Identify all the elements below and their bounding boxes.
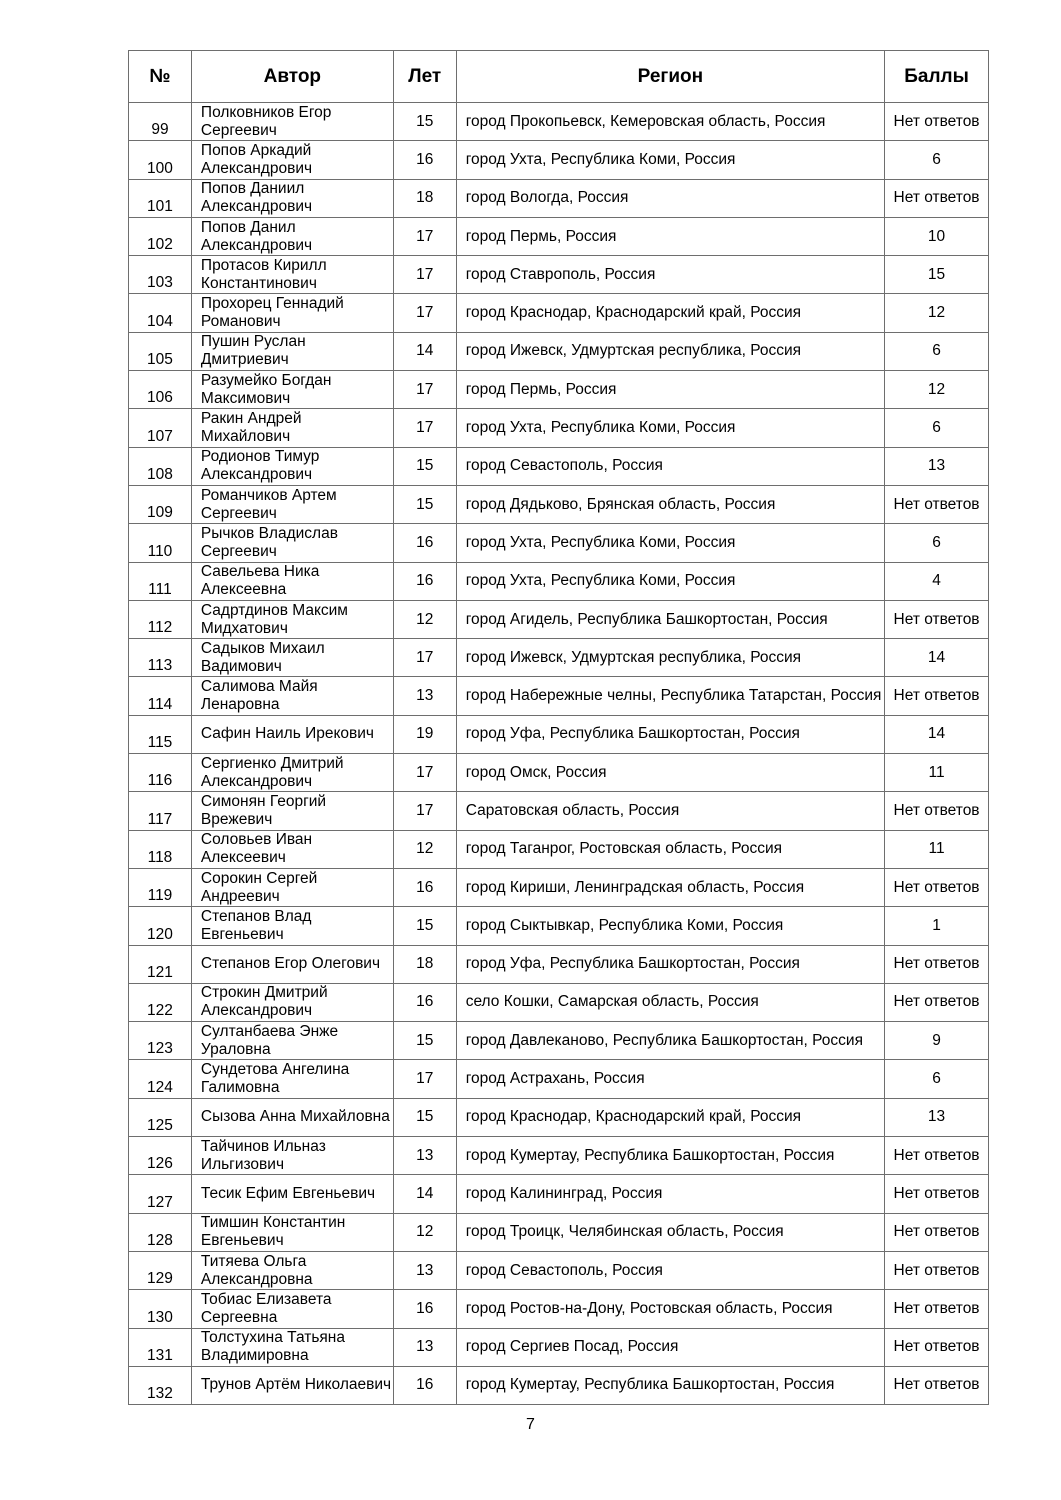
cell-num: 122 xyxy=(129,983,192,1021)
cell-author: Степанов Влад Евгеньевич xyxy=(191,907,393,945)
cell-num: 109 xyxy=(129,485,192,523)
cell-num: 116 xyxy=(129,754,192,792)
cell-author: Пушин Руслан Дмитриевич xyxy=(191,332,393,370)
table-header-row xyxy=(129,51,989,103)
cell-region: город Кумертау, Республика Башкортостан, Россия xyxy=(456,1137,884,1175)
cell-score: 12 xyxy=(885,371,989,409)
cell-age: 15 xyxy=(393,1098,456,1136)
cell-author: Тобиас Елизавета Сергеевна xyxy=(191,1290,393,1328)
cell-age: 15 xyxy=(393,485,456,523)
cell-author: Попов Данил Александрович xyxy=(191,217,393,255)
cell-region: город Кумертау, Республика Башкортостан, Россия xyxy=(456,1366,884,1404)
cell-score: Нет ответов xyxy=(885,1366,989,1404)
table-row xyxy=(129,141,989,179)
cell-num: 114 xyxy=(129,677,192,715)
cell-score: 9 xyxy=(885,1022,989,1060)
cell-author: Сызова Анна Михайловна xyxy=(191,1098,393,1136)
cell-age: 17 xyxy=(393,217,456,255)
header-num: № xyxy=(129,51,192,103)
cell-score: 14 xyxy=(885,639,989,677)
table-row xyxy=(129,600,989,638)
table-row xyxy=(129,677,989,715)
cell-region: город Ижевск, Удмуртская республика, Россия xyxy=(456,639,884,677)
cell-score: Нет ответов xyxy=(885,1251,989,1289)
cell-region: город Ижевск, Удмуртская республика, Россия xyxy=(456,332,884,370)
table-row xyxy=(129,1328,989,1366)
cell-score: 11 xyxy=(885,830,989,868)
cell-author: Строкин Дмитрий Александрович xyxy=(191,983,393,1021)
cell-age: 17 xyxy=(393,639,456,677)
cell-region: город Краснодар, Краснодарский край, Россия xyxy=(456,294,884,332)
cell-score: Нет ответов xyxy=(885,103,989,141)
cell-score: Нет ответов xyxy=(885,1290,989,1328)
cell-score: Нет ответов xyxy=(885,792,989,830)
cell-age: 15 xyxy=(393,447,456,485)
cell-num: 130 xyxy=(129,1290,192,1328)
table-row xyxy=(129,1137,989,1175)
cell-num: 121 xyxy=(129,945,192,983)
cell-age: 16 xyxy=(393,868,456,906)
cell-num: 100 xyxy=(129,141,192,179)
cell-num: 118 xyxy=(129,830,192,868)
cell-num: 128 xyxy=(129,1213,192,1251)
cell-author: Садртдинов Максим Мидхатович xyxy=(191,600,393,638)
cell-author: Сафин Наиль Ирекович xyxy=(191,715,393,753)
cell-author: Попов Аркадий Александрович xyxy=(191,141,393,179)
cell-age: 16 xyxy=(393,141,456,179)
header-score: Баллы xyxy=(885,51,989,103)
cell-num: 103 xyxy=(129,256,192,294)
cell-author: Тимшин Константин Евгеньевич xyxy=(191,1213,393,1251)
table-row xyxy=(129,754,989,792)
cell-score: Нет ответов xyxy=(885,945,989,983)
cell-author: Тайчинов Ильназ Ильгизович xyxy=(191,1137,393,1175)
cell-age: 15 xyxy=(393,907,456,945)
cell-age: 13 xyxy=(393,1328,456,1366)
cell-num: 125 xyxy=(129,1098,192,1136)
table-row xyxy=(129,409,989,447)
cell-num: 117 xyxy=(129,792,192,830)
cell-region: город Севастополь, Россия xyxy=(456,1251,884,1289)
cell-score: Нет ответов xyxy=(885,677,989,715)
table-row xyxy=(129,371,989,409)
cell-num: 131 xyxy=(129,1328,192,1366)
table-row xyxy=(129,1213,989,1251)
header-region: Регион xyxy=(456,51,884,103)
cell-num: 113 xyxy=(129,639,192,677)
cell-score: Нет ответов xyxy=(885,1137,989,1175)
cell-score: 6 xyxy=(885,141,989,179)
cell-author: Сергиенко Дмитрий Александрович xyxy=(191,754,393,792)
cell-num: 129 xyxy=(129,1251,192,1289)
cell-region: город Кириши, Ленинградская область, Россия xyxy=(456,868,884,906)
table-row xyxy=(129,562,989,600)
table-row xyxy=(129,332,989,370)
cell-score: 6 xyxy=(885,524,989,562)
cell-age: 17 xyxy=(393,754,456,792)
cell-age: 17 xyxy=(393,1060,456,1098)
cell-author: Тесик Ефим Евгеньевич xyxy=(191,1175,393,1213)
table-row xyxy=(129,1060,989,1098)
cell-score: 13 xyxy=(885,447,989,485)
cell-age: 12 xyxy=(393,600,456,638)
table-row xyxy=(129,868,989,906)
cell-author: Савельева Ника Алексеевна xyxy=(191,562,393,600)
cell-age: 18 xyxy=(393,945,456,983)
cell-author: Сундетова Ангелина Галимовна xyxy=(191,1060,393,1098)
cell-score: Нет ответов xyxy=(885,1213,989,1251)
cell-age: 17 xyxy=(393,256,456,294)
cell-num: 112 xyxy=(129,600,192,638)
cell-region: город Омск, Россия xyxy=(456,754,884,792)
cell-author: Попов Даниил Александрович xyxy=(191,179,393,217)
cell-region: город Ухта, Республика Коми, Россия xyxy=(456,409,884,447)
cell-author: Прохорец Геннадий Романович xyxy=(191,294,393,332)
cell-region: город Дядьково, Брянская область, Россия xyxy=(456,485,884,523)
cell-region: город Давлеканово, Республика Башкортостан, Россия xyxy=(456,1022,884,1060)
cell-region: город Уфа, Республика Башкортостан, Россия xyxy=(456,715,884,753)
cell-author: Степанов Егор Олегович xyxy=(191,945,393,983)
cell-age: 16 xyxy=(393,1366,456,1404)
cell-num: 99 xyxy=(129,103,192,141)
cell-author: Протасов Кирилл Константинович xyxy=(191,256,393,294)
cell-score: Нет ответов xyxy=(885,485,989,523)
cell-num: 101 xyxy=(129,179,192,217)
cell-num: 123 xyxy=(129,1022,192,1060)
cell-num: 120 xyxy=(129,907,192,945)
cell-score: Нет ответов xyxy=(885,1175,989,1213)
cell-age: 13 xyxy=(393,677,456,715)
cell-age: 17 xyxy=(393,294,456,332)
cell-age: 16 xyxy=(393,983,456,1021)
table-row xyxy=(129,907,989,945)
cell-author: Симонян Георгий Врежевич xyxy=(191,792,393,830)
cell-region: город Уфа, Республика Башкортостан, Россия xyxy=(456,945,884,983)
page-number: 7 xyxy=(526,1416,535,1433)
cell-score: 6 xyxy=(885,1060,989,1098)
cell-region: город Ухта, Республика Коми, Россия xyxy=(456,524,884,562)
cell-age: 12 xyxy=(393,1213,456,1251)
cell-num: 132 xyxy=(129,1366,192,1404)
cell-region: город Сыктывкар, Республика Коми, Россия xyxy=(456,907,884,945)
cell-region: город Сергиев Посад, Россия xyxy=(456,1328,884,1366)
cell-num: 107 xyxy=(129,409,192,447)
table-row xyxy=(129,983,989,1021)
cell-score: 14 xyxy=(885,715,989,753)
cell-author: Султанбаева Энже Ураловна xyxy=(191,1022,393,1060)
cell-age: 14 xyxy=(393,1175,456,1213)
cell-age: 18 xyxy=(393,179,456,217)
table-row xyxy=(129,256,989,294)
cell-score: 12 xyxy=(885,294,989,332)
cell-age: 15 xyxy=(393,1022,456,1060)
cell-region: город Калининград, Россия xyxy=(456,1175,884,1213)
cell-age: 15 xyxy=(393,103,456,141)
cell-author: Сорокин Сергей Андреевич xyxy=(191,868,393,906)
cell-num: 104 xyxy=(129,294,192,332)
cell-region: город Агидель, Республика Башкортостан, Россия xyxy=(456,600,884,638)
cell-num: 106 xyxy=(129,371,192,409)
table-row xyxy=(129,103,989,141)
results-table xyxy=(128,50,989,1405)
table-row xyxy=(129,945,989,983)
cell-author: Садыков Михаил Вадимович xyxy=(191,639,393,677)
cell-age: 12 xyxy=(393,830,456,868)
table-row xyxy=(129,294,989,332)
table-row xyxy=(129,830,989,868)
cell-score: 6 xyxy=(885,409,989,447)
cell-region: город Троицк, Челябинская область, Россия xyxy=(456,1213,884,1251)
cell-num: 126 xyxy=(129,1137,192,1175)
header-author: Автор xyxy=(191,51,393,103)
cell-region: город Ухта, Республика Коми, Россия xyxy=(456,141,884,179)
cell-region: город Астрахань, Россия xyxy=(456,1060,884,1098)
table-row xyxy=(129,1290,989,1328)
cell-region: город Ухта, Республика Коми, Россия xyxy=(456,562,884,600)
cell-num: 124 xyxy=(129,1060,192,1098)
table-row xyxy=(129,524,989,562)
cell-region: город Таганрог, Ростовская область, Россия xyxy=(456,830,884,868)
cell-score: 13 xyxy=(885,1098,989,1136)
cell-region: город Вологда, Россия xyxy=(456,179,884,217)
cell-author: Полковников Егор Сергеевич xyxy=(191,103,393,141)
cell-author: Рычков Владислав Сергеевич xyxy=(191,524,393,562)
cell-num: 110 xyxy=(129,524,192,562)
table-row xyxy=(129,639,989,677)
table-row xyxy=(129,1098,989,1136)
table-row xyxy=(129,1251,989,1289)
cell-age: 19 xyxy=(393,715,456,753)
table-body xyxy=(129,103,989,1405)
table-row xyxy=(129,1175,989,1213)
cell-author: Разумейко Богдан Максимович xyxy=(191,371,393,409)
cell-num: 127 xyxy=(129,1175,192,1213)
cell-num: 111 xyxy=(129,562,192,600)
cell-region: село Кошки, Самарская область, Россия xyxy=(456,983,884,1021)
table-row xyxy=(129,1022,989,1060)
cell-age: 16 xyxy=(393,562,456,600)
cell-author: Титяева Ольга Александровна xyxy=(191,1251,393,1289)
cell-author: Соловьев Иван Алексеевич xyxy=(191,830,393,868)
cell-score: Нет ответов xyxy=(885,179,989,217)
cell-score: 4 xyxy=(885,562,989,600)
cell-score: 1 xyxy=(885,907,989,945)
table-row xyxy=(129,1366,989,1404)
table-row xyxy=(129,715,989,753)
cell-region: город Прокопьевск, Кемеровская область, Россия xyxy=(456,103,884,141)
cell-age: 16 xyxy=(393,1290,456,1328)
cell-author: Трунов Артём Николаевич xyxy=(191,1366,393,1404)
cell-region: Саратовская область, Россия xyxy=(456,792,884,830)
table-row xyxy=(129,792,989,830)
cell-region: город Краснодар, Краснодарский край, Россия xyxy=(456,1098,884,1136)
cell-age: 13 xyxy=(393,1251,456,1289)
cell-author: Толстухина Татьяна Владимировна xyxy=(191,1328,393,1366)
cell-age: 13 xyxy=(393,1137,456,1175)
cell-region: город Набережные челны, Республика Татарстан, Россия xyxy=(456,677,884,715)
cell-score: Нет ответов xyxy=(885,983,989,1021)
cell-score: 6 xyxy=(885,332,989,370)
cell-score: Нет ответов xyxy=(885,868,989,906)
cell-region: город Пермь, Россия xyxy=(456,371,884,409)
cell-region: город Ростов-на-Дону, Ростовская область, Россия xyxy=(456,1290,884,1328)
table-row xyxy=(129,447,989,485)
table-row xyxy=(129,217,989,255)
cell-num: 115 xyxy=(129,715,192,753)
cell-author: Родионов Тимур Александрович xyxy=(191,447,393,485)
cell-age: 17 xyxy=(393,792,456,830)
cell-score: Нет ответов xyxy=(885,600,989,638)
cell-age: 14 xyxy=(393,332,456,370)
cell-region: город Севастополь, Россия xyxy=(456,447,884,485)
cell-score: 15 xyxy=(885,256,989,294)
cell-num: 102 xyxy=(129,217,192,255)
cell-num: 105 xyxy=(129,332,192,370)
cell-num: 108 xyxy=(129,447,192,485)
table-row xyxy=(129,485,989,523)
cell-age: 16 xyxy=(393,524,456,562)
cell-region: город Пермь, Россия xyxy=(456,217,884,255)
cell-score: Нет ответов xyxy=(885,1328,989,1366)
cell-num: 119 xyxy=(129,868,192,906)
cell-region: город Ставрополь, Россия xyxy=(456,256,884,294)
cell-author: Ракин Андрей Михайлович xyxy=(191,409,393,447)
cell-score: 11 xyxy=(885,754,989,792)
header-age: Лет xyxy=(393,51,456,103)
cell-score: 10 xyxy=(885,217,989,255)
cell-age: 17 xyxy=(393,409,456,447)
cell-author: Салимова Майя Ленаровна xyxy=(191,677,393,715)
table-row xyxy=(129,179,989,217)
cell-age: 17 xyxy=(393,371,456,409)
cell-author: Романчиков Артем Сергеевич xyxy=(191,485,393,523)
